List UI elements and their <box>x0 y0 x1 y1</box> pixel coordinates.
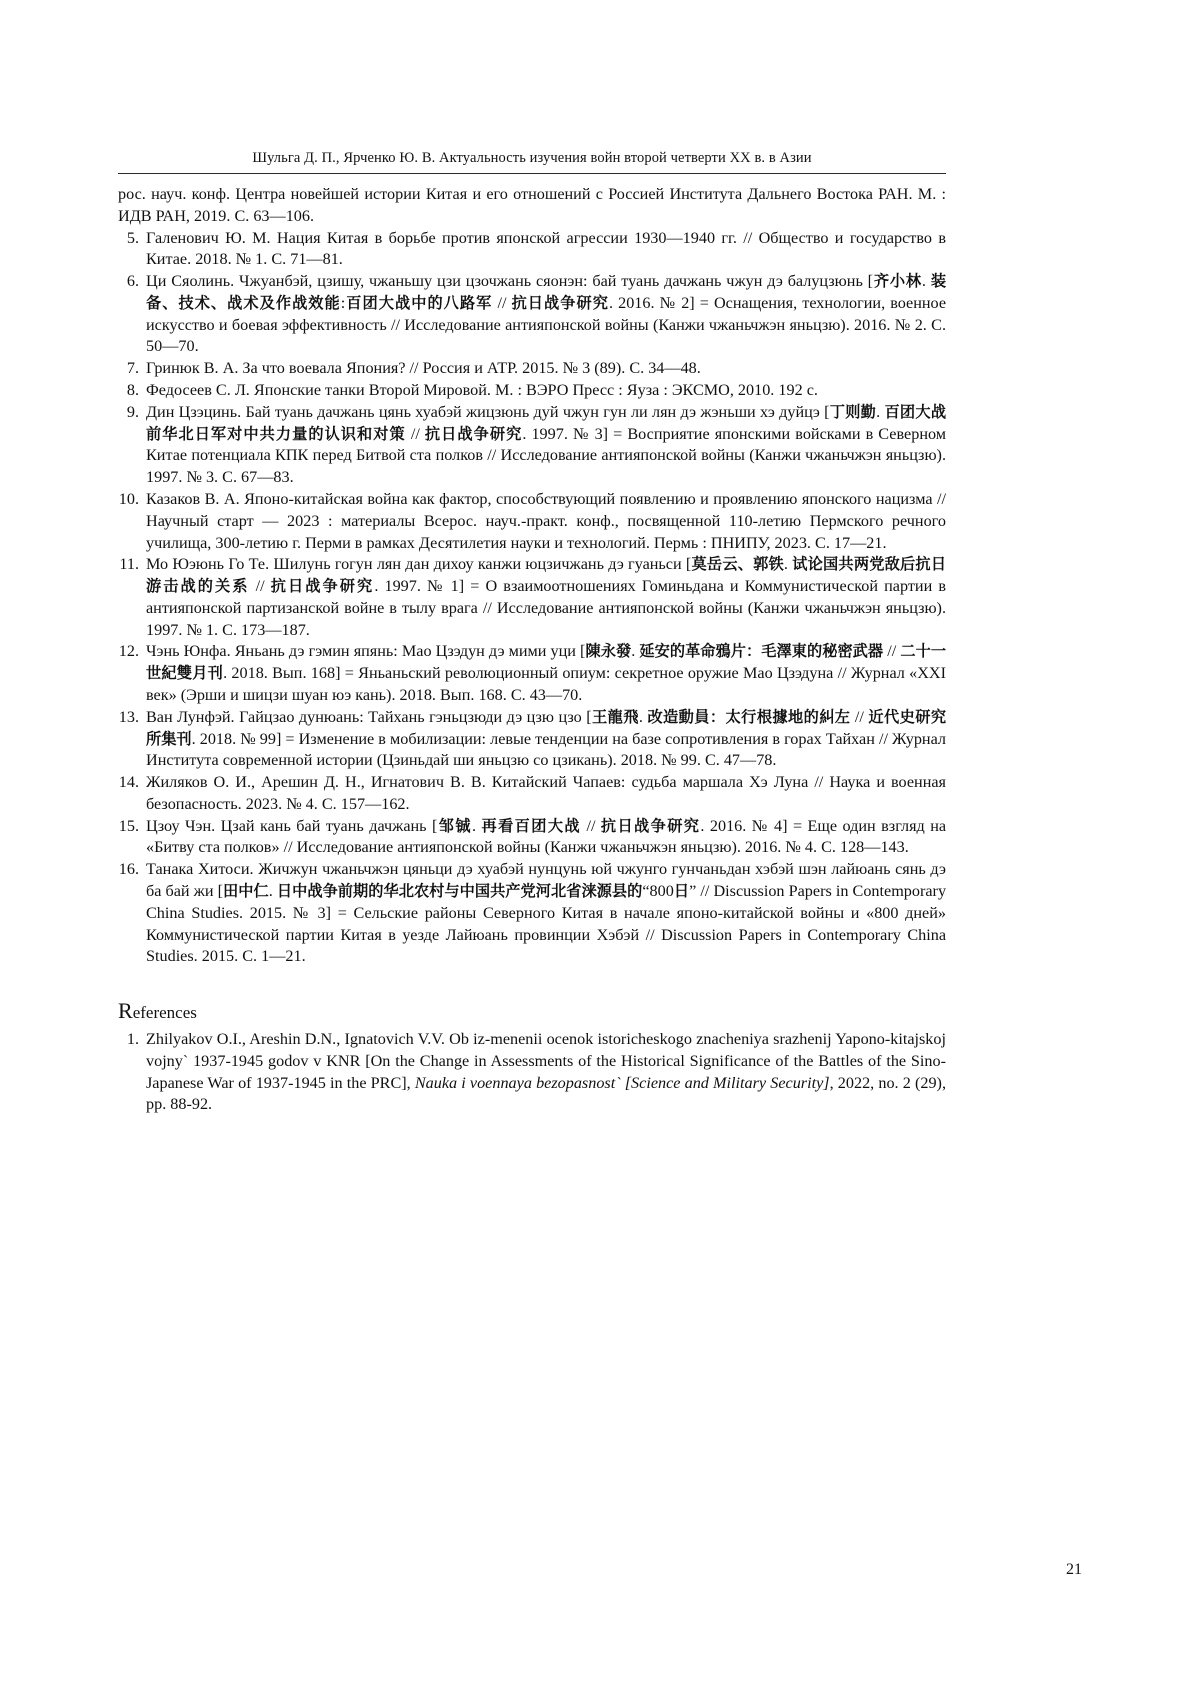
cjk-text: 抗日战争研究 <box>600 816 701 835</box>
list-item-text: Мо Юэюнь Го Те. Шилунь гогун лян дан дихоу канжи юцзичжань дэ гуаньси [莫岳云、郭铁. 试论国共两党敌后抗日游击战的关系 // 抗日战争研究. 1997. № 1] = О взаимоотношениях Гоминьдана и Коммунистической партии в антияпонской партизанской войне в тылу врага // Исследование антияпонской войны (Канжи чжаньчжэн яньцзю). 1997. № 1. С. 173—187. <box>146 555 947 639</box>
list-item-text: Ци Сяолинь. Чжуанбэй, цзишу, чжаньшу цзи цзочжань сяонэн: бай туань дачжань чжун дэ балуцзюнь [齐小林. 装备、技术、战术及作战效能:百团大战中的八路军 // 抗日战争研究. 2016. № 2] = Оснащения, технологии, военное искусство и боевая эффективность // Исследование антияпонской войны (Канжи чжаньчжэн яньцзю). 2016. № 2. С. 50—70. <box>146 272 947 356</box>
list-item-number: 6. <box>126 272 139 291</box>
cjk-text: 王龍飛 <box>591 707 639 726</box>
list-item <box>118 859 946 968</box>
list-item-text: Дин Цзэцинь. Бай туань дачжань цянь хуабэй жицзюнь дуй чжун гун ли лян дэ жэньши хэ дуйцэ [丁则勤. 百团大战前华北日军对中共力量的认识和对策 // 抗日战争研究. 1997. № 3] = Восприятие японскими войсками в Северном Китае потенциала КПК перед Битвой ста полков // Исследование антияпонской войны (Канжи чжаньчжэн яньцзю). 1997. № 3. С. 67—83. <box>146 402 947 487</box>
cjk-text: 邹铖 <box>437 816 472 835</box>
cjk-text: 抗日战争研究 <box>511 293 609 312</box>
cjk-text: 百团大战前华北日军对中共力量的认识和对策 <box>146 402 946 443</box>
list-item-text: Жиляков О. И., Арешин Д. Н., Игнатович В. В. Китайский Чапаев: судьба маршала Хэ Луна // Наука и военная безопасность. 2023. № 4. С. 157—162. <box>146 773 946 813</box>
list-item-number: 11. <box>119 555 139 574</box>
list-item <box>118 358 946 380</box>
list-item <box>118 402 946 489</box>
list-item-number: 13. <box>118 707 139 726</box>
references-heading-rest: eferences <box>132 1003 197 1023</box>
list-item <box>118 271 946 358</box>
cjk-text: 抗日战争研究 <box>270 577 375 596</box>
list-item <box>118 489 946 554</box>
cjk-text: 陳永發 <box>585 642 632 661</box>
list-item-number: 1. <box>126 1030 139 1049</box>
list-item-text: Казаков В. А. Японо-китайская война как фактор, способствующий появлению и проявлению японского нацизма // Научный старт — 2023 : материалы Всерос. науч.-практ. конф., посвященной 110-летию Пермского речного училища, 300-летию г. Перми в рамках Десятилетия науки и технологий. Пермь : ПНИПУ, 2023. С. 17—21. <box>146 489 946 552</box>
list-item-number: 10. <box>118 489 139 508</box>
cjk-text: 近代史研究所集刊 <box>146 707 947 748</box>
cjk-text: 装备、技术、战术及作战效能 <box>146 272 947 312</box>
list-item-text <box>146 1029 946 1116</box>
cjk-text: 齐小林 <box>873 272 922 291</box>
list-item-number: 8. <box>126 381 139 400</box>
citation-journal-title: Nauka i voennaya bezopasnost` [Science and Military Security] <box>414 1073 830 1092</box>
list-item <box>118 772 946 816</box>
cjk-text: 再看百团大战 <box>481 816 581 835</box>
cjk-text: 抗日战争研究 <box>424 424 523 443</box>
list-item-text: Гринюк В. А. За что воевала Япония? // Россия и АТР. 2015. № 3 (89). С. 34—48. <box>146 359 701 378</box>
references-heading <box>118 998 946 1024</box>
list-item-text: Чэнь Юнфа. Яньань дэ гэмин япянь: Мао Цзэдун дэ мими уци [陳永發. 延安的革命鴉片：毛澤東的秘密武器 // 二十一世紀雙月刊. 2018. Вып. 168] = Яньаньский революционный опиум: секретное оружие Мао Цзэдуна // Журнал «XXI век» (Эрши и шицзи шуан юэ кань). 2018. Вып. 168. С. 43—70. <box>146 642 947 704</box>
cjk-text: 二十一世紀雙月刊 <box>146 642 947 683</box>
cjk-text: 田中仁 <box>223 882 269 900</box>
list-item <box>118 380 946 402</box>
list-item <box>118 1029 946 1116</box>
list-item-text: Галенович Ю. М. Нация Китая в борьбе против японской агрессии 1930—1940 гг. // Общество и государство в Китае. 2018. № 1. С. 71—81. <box>146 228 946 269</box>
list-item <box>118 554 946 641</box>
cjk-text: 延安的革命鴉片：毛澤東的秘密武器 <box>639 642 884 661</box>
page-number: 21 <box>1066 1561 1082 1578</box>
cjk-text: 改造動員：太行根據地的糾左 <box>647 707 851 726</box>
cjk-text: 试论国共两党敌后抗日游击战的关系 <box>146 555 947 596</box>
cjk-text: 莫岳云、郭铁 <box>691 555 784 574</box>
list-item-number: 9. <box>126 402 139 421</box>
list-item-number: 14. <box>118 773 139 792</box>
reference-list-english <box>118 1029 946 1116</box>
list-item-text: Федосеев С. Л. Японские танки Второй Мировой. М. : ВЭРО Пресс : Яуза : ЭКСМО, 2010. 192 с. <box>146 381 818 400</box>
list-item-text: Ван Лунфэй. Гайцзао дунюань: Тайхань гэньцзюди дэ цзю цзо [王龍飛. 改造動員：太行根據地的糾左 // 近代史研究所集刊. 2018. № 99] = Изменение в мобилизации: левые тенденции на базе сопротивления в горах Тайхан // Журнал Института современной истории (Цзиньдай ши яньцзю со цзикань). 2018. № 99. С. 47—78. <box>146 707 947 770</box>
list-item <box>118 707 946 772</box>
citation-text-after: , 2022, no. 2 (29), pp. 88-92. <box>146 1073 946 1114</box>
list-item-number: 15. <box>118 816 139 835</box>
cjk-text: 丁则勤 <box>829 402 877 421</box>
list-item-text: Танака Хитоси. Жичжун чжаньчжэн цяньци дэ хуабэй нунцунь юй чжунго гунчаньдан хэбэй шэн лайюань сянь дэ ба бай жи [田中仁. 日中战争前期的华北农村与中国共产党河北省涞源县的“800日” // Discussion Papers in Contemporary China Studies. 2015. № 3] = Сельские районы Северного Китая в начале японо-китайской войны и «800 дней» Коммунистической партии Китая в уезде Лайюань провинции Хэбэй // Discussion Papers in Contemporary China Studies. 2015. С. 1—21. <box>146 860 947 966</box>
list-item-number: 12. <box>118 642 139 661</box>
list-item <box>118 228 946 272</box>
cjk-text: 百团大战中的八路军 <box>345 293 493 312</box>
cjk-text: 日 <box>673 882 690 900</box>
list-item-text: Цзоу Чэн. Цзай кань бай туань дачжань [邹铖. 再看百团大战 // 抗日战争研究. 2016. № 4] = Еще один взгляд на «Битву ста полков» // Исследование антияпонской войны (Канжи чжаньчжэн яньцзю). 2016. № 4. С. 128—143. <box>146 816 947 857</box>
continued-paragraph: рос. науч. конф. Центра новейшей истории Китая и его отношений с Россией Института Дальнего Востока РАН. М. : ИДВ РАН, 2019. С. 63—106. <box>118 185 946 225</box>
list-item <box>118 641 946 706</box>
running-head: Шульга Д. П., Ярченко Ю. В. Актуальность изучения войн второй четверти ХХ в. в Азии <box>252 150 812 166</box>
page-content <box>118 150 946 1116</box>
cjk-text: 日中战争前期的华北农村与中国共产党河北省涞源县的 <box>276 882 643 900</box>
header-rule <box>118 173 946 174</box>
reference-list-russian <box>118 184 946 968</box>
list-item-number: 5. <box>126 228 139 247</box>
list-item <box>118 816 946 860</box>
references-heading-dropcap: R <box>118 998 133 1024</box>
citation-text-before: Zhilyakov O.I., Areshin D.N., Ignatovich V.V. Ob iz-menenii ocenok istoricheskogo znacheniya srazhenij Yapono-kitajskoj vojny` 1937-1945 godov v KNR [On the Change in Assessments of the Historical Significance of the Battles of the Sino-Japanese War of 1937-1945 in the PRC], <box>146 1030 946 1092</box>
list-item-number: 7. <box>126 359 139 378</box>
list-item-number: 16. <box>118 860 139 879</box>
